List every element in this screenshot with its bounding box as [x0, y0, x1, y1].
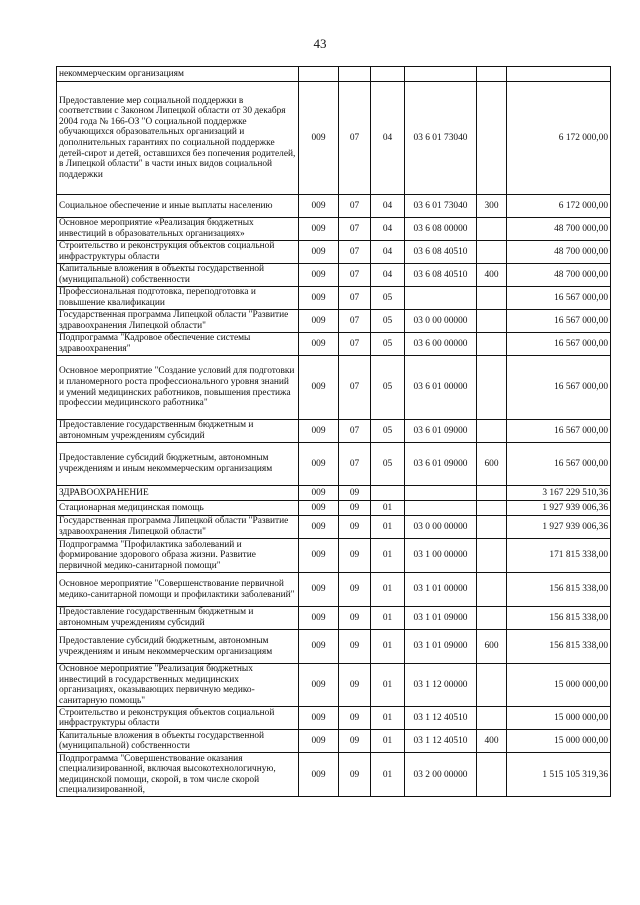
ministry-code: 009	[299, 486, 339, 501]
row-description: Предоставление государственным бюджетным и автономным учреждениям субсидий	[57, 607, 299, 630]
ministry-code: 009	[299, 287, 339, 310]
amount	[507, 67, 611, 82]
row-description: Подпрограмма "Совершенствование оказания специализированной, включая высокотехнологичную, медицинской помощи, скорой, в том числе скорой специализированной,	[57, 753, 299, 797]
target-article-code: 03 6 00 00000	[405, 333, 477, 356]
ministry-code: 009	[299, 310, 339, 333]
expense-type-code	[477, 310, 507, 333]
section-code: 07	[339, 264, 371, 287]
page-number: 43	[313, 36, 327, 51]
ministry-code: 009	[299, 539, 339, 573]
section-code: 09	[339, 516, 371, 539]
row-description: Государственная программа Липецкой области "Развитие здравоохранения Липецкой области"	[57, 310, 299, 333]
table-row	[57, 264, 611, 287]
row-description: ЗДРАВООХРАНЕНИЕ	[57, 486, 299, 501]
section-code: 09	[339, 630, 371, 664]
table-row	[57, 82, 611, 195]
section-code	[339, 67, 371, 82]
target-article-code: 03 6 01 73040	[405, 195, 477, 218]
subsection-code	[371, 486, 405, 501]
table-row	[57, 310, 611, 333]
subsection-code: 01	[371, 516, 405, 539]
subsection-code: 01	[371, 707, 405, 730]
ministry-code: 009	[299, 195, 339, 218]
expense-type-code	[477, 241, 507, 264]
table-row	[57, 707, 611, 730]
ministry-code: 009	[299, 630, 339, 664]
row-description: Основное мероприятие "Создание условий для подготовки и планомерного роста профессионального уровня знаний и умений медицинских работников, повышения престижа профессии медицинского работника"	[57, 356, 299, 420]
subsection-code: 05	[371, 287, 405, 310]
table-row	[57, 287, 611, 310]
section-code: 09	[339, 486, 371, 501]
amount: 15 000 000,00	[507, 730, 611, 753]
subsection-code: 01	[371, 501, 405, 516]
subsection-code: 04	[371, 82, 405, 195]
ministry-code: 009	[299, 241, 339, 264]
section-code: 09	[339, 501, 371, 516]
amount: 171 815 338,00	[507, 539, 611, 573]
table-row	[57, 195, 611, 218]
target-article-code: 03 1 01 09000	[405, 607, 477, 630]
subsection-code: 01	[371, 730, 405, 753]
budget-table	[56, 66, 611, 797]
amount: 16 567 000,00	[507, 287, 611, 310]
amount: 1 515 105 319,36	[507, 753, 611, 797]
expense-type-code	[477, 67, 507, 82]
expense-type-code	[477, 539, 507, 573]
ministry-code: 009	[299, 218, 339, 241]
table-row	[57, 218, 611, 241]
table-row	[57, 356, 611, 420]
subsection-code: 04	[371, 241, 405, 264]
row-description: некоммерческим организациям	[57, 67, 299, 82]
ministry-code: 009	[299, 707, 339, 730]
section-code: 07	[339, 82, 371, 195]
amount: 6 172 000,00	[507, 195, 611, 218]
target-article-code: 03 6 01 09000	[405, 420, 477, 443]
expense-type-code: 600	[477, 630, 507, 664]
section-code: 07	[339, 195, 371, 218]
subsection-code: 01	[371, 630, 405, 664]
subsection-code: 05	[371, 333, 405, 356]
target-article-code: 03 1 01 09000	[405, 630, 477, 664]
amount: 16 567 000,00	[507, 420, 611, 443]
amount: 156 815 338,00	[507, 630, 611, 664]
amount: 48 700 000,00	[507, 264, 611, 287]
expense-type-code	[477, 501, 507, 516]
target-article-code	[405, 287, 477, 310]
amount: 16 567 000,00	[507, 443, 611, 486]
subsection-code: 05	[371, 443, 405, 486]
expense-type-code	[477, 82, 507, 195]
ministry-code: 009	[299, 501, 339, 516]
row-description: Основное мероприятие "Реализация бюджетных инвестиций в государственных медицинских организациях, оказывающих первичную медико-санитарную помощь"	[57, 664, 299, 707]
table-row	[57, 630, 611, 664]
row-description: Стационарная медицинская помощь	[57, 501, 299, 516]
amount: 15 000 000,00	[507, 707, 611, 730]
target-article-code: 03 1 01 00000	[405, 573, 477, 607]
amount: 15 000 000,00	[507, 664, 611, 707]
section-code: 09	[339, 539, 371, 573]
ministry-code: 009	[299, 443, 339, 486]
row-description: Основное мероприятие «Реализация бюджетных инвестиций в образовательных организациях»	[57, 218, 299, 241]
target-article-code: 03 2 00 00000	[405, 753, 477, 797]
table-row	[57, 420, 611, 443]
expense-type-code: 300	[477, 195, 507, 218]
table-row	[57, 241, 611, 264]
expense-type-code	[477, 753, 507, 797]
expense-type-code: 400	[477, 264, 507, 287]
ministry-code: 009	[299, 516, 339, 539]
section-code: 07	[339, 356, 371, 420]
amount: 3 167 229 510,36	[507, 486, 611, 501]
expense-type-code	[477, 664, 507, 707]
table-row	[57, 730, 611, 753]
target-article-code: 03 6 08 40510	[405, 264, 477, 287]
expense-type-code	[477, 333, 507, 356]
section-code: 09	[339, 607, 371, 630]
row-description: Подпрограмма "Профилактика заболеваний и формирование здорового образа жизни. Развитие первичной медико-санитарной помощи"	[57, 539, 299, 573]
target-article-code: 03 0 00 00000	[405, 310, 477, 333]
row-description: Предоставление субсидий бюджетным, автономным учреждениям и иным некоммерческим организациям	[57, 630, 299, 664]
row-description: Подпрограмма "Кадровое обеспечение системы здравоохранения"	[57, 333, 299, 356]
expense-type-code	[477, 218, 507, 241]
row-description: Социальное обеспечение и иные выплаты населению	[57, 195, 299, 218]
table-row	[57, 443, 611, 486]
subsection-code: 01	[371, 539, 405, 573]
table-row	[57, 573, 611, 607]
target-article-code	[405, 486, 477, 501]
subsection-code: 04	[371, 195, 405, 218]
section-code: 07	[339, 333, 371, 356]
ministry-code: 009	[299, 420, 339, 443]
expense-type-code	[477, 516, 507, 539]
table-row	[57, 664, 611, 707]
row-description: Предоставление государственным бюджетным и автономным учреждениям субсидий	[57, 420, 299, 443]
amount: 1 927 939 006,36	[507, 501, 611, 516]
target-article-code: 03 1 12 40510	[405, 707, 477, 730]
ministry-code: 009	[299, 264, 339, 287]
expense-type-code	[477, 486, 507, 501]
table-row	[57, 539, 611, 573]
amount: 16 567 000,00	[507, 310, 611, 333]
subsection-code: 05	[371, 420, 405, 443]
target-article-code: 03 1 00 00000	[405, 539, 477, 573]
table-row	[57, 67, 611, 82]
row-description: Строительство и реконструкция объектов социальной инфраструктуры области	[57, 707, 299, 730]
ministry-code: 009	[299, 573, 339, 607]
subsection-code	[371, 67, 405, 82]
section-code: 07	[339, 241, 371, 264]
section-code: 09	[339, 753, 371, 797]
amount: 156 815 338,00	[507, 573, 611, 607]
ministry-code	[299, 67, 339, 82]
ministry-code: 009	[299, 356, 339, 420]
target-article-code: 03 6 01 09000	[405, 443, 477, 486]
section-code: 07	[339, 287, 371, 310]
table-row	[57, 516, 611, 539]
row-description: Государственная программа Липецкой области "Развитие здравоохранения Липецкой области"	[57, 516, 299, 539]
table-row	[57, 486, 611, 501]
row-description: Предоставление субсидий бюджетным, автономным учреждениям и иным некоммерческим организациям	[57, 443, 299, 486]
ministry-code: 009	[299, 82, 339, 195]
subsection-code: 01	[371, 607, 405, 630]
target-article-code: 03 1 12 40510	[405, 730, 477, 753]
target-article-code: 03 0 00 00000	[405, 516, 477, 539]
amount: 1 927 939 006,36	[507, 516, 611, 539]
row-description: Строительство и реконструкция объектов социальной инфраструктуры области	[57, 241, 299, 264]
table-row	[57, 333, 611, 356]
subsection-code: 05	[371, 356, 405, 420]
target-article-code	[405, 67, 477, 82]
amount: 156 815 338,00	[507, 607, 611, 630]
expense-type-code	[477, 356, 507, 420]
expense-type-code	[477, 573, 507, 607]
ministry-code: 009	[299, 333, 339, 356]
ministry-code: 009	[299, 607, 339, 630]
row-description: Капитальные вложения в объекты государственной (муниципальной) собственности	[57, 264, 299, 287]
subsection-code: 04	[371, 218, 405, 241]
section-code: 07	[339, 218, 371, 241]
row-description: Капитальные вложения в объекты государственной (муниципальной) собственности	[57, 730, 299, 753]
subsection-code: 04	[371, 264, 405, 287]
table-row	[57, 753, 611, 797]
amount: 6 172 000,00	[507, 82, 611, 195]
table-row	[57, 501, 611, 516]
subsection-code: 05	[371, 310, 405, 333]
expense-type-code	[477, 287, 507, 310]
amount: 48 700 000,00	[507, 241, 611, 264]
subsection-code: 01	[371, 573, 405, 607]
target-article-code: 03 6 08 40510	[405, 241, 477, 264]
target-article-code: 03 1 12 00000	[405, 664, 477, 707]
subsection-code: 01	[371, 753, 405, 797]
section-code: 07	[339, 310, 371, 333]
row-description: Предоставление мер социальной поддержки в соответствии с Законом Липецкой области от 30 декабря 2004 года № 166-ОЗ "О социальной поддержке обучающихся образовательных организаций и дополнительных гарантиях по социальной поддержке детей-сирот и детей, оставшихся без попечения родителей, в Липецкой области" в части иных видов социальной поддержки	[57, 82, 299, 195]
expense-type-code	[477, 420, 507, 443]
expense-type-code	[477, 707, 507, 730]
amount: 48 700 000,00	[507, 218, 611, 241]
row-description: Профессиональная подготовка, переподготовка и повышение квалификации	[57, 287, 299, 310]
section-code: 09	[339, 730, 371, 753]
section-code: 07	[339, 420, 371, 443]
table-row	[57, 607, 611, 630]
budget-table-body	[57, 67, 611, 797]
row-description: Основное мероприятие "Совершенствование первичной медико-санитарной помощи и профилактики заболеваний"	[57, 573, 299, 607]
ministry-code: 009	[299, 730, 339, 753]
section-code: 09	[339, 573, 371, 607]
target-article-code	[405, 501, 477, 516]
subsection-code: 01	[371, 664, 405, 707]
ministry-code: 009	[299, 664, 339, 707]
target-article-code: 03 6 01 73040	[405, 82, 477, 195]
section-code: 07	[339, 443, 371, 486]
expense-type-code: 600	[477, 443, 507, 486]
amount: 16 567 000,00	[507, 333, 611, 356]
target-article-code: 03 6 01 00000	[405, 356, 477, 420]
target-article-code: 03 6 08 00000	[405, 218, 477, 241]
expense-type-code	[477, 607, 507, 630]
ministry-code: 009	[299, 753, 339, 797]
section-code: 09	[339, 707, 371, 730]
section-code: 09	[339, 664, 371, 707]
amount: 16 567 000,00	[507, 356, 611, 420]
expense-type-code: 400	[477, 730, 507, 753]
